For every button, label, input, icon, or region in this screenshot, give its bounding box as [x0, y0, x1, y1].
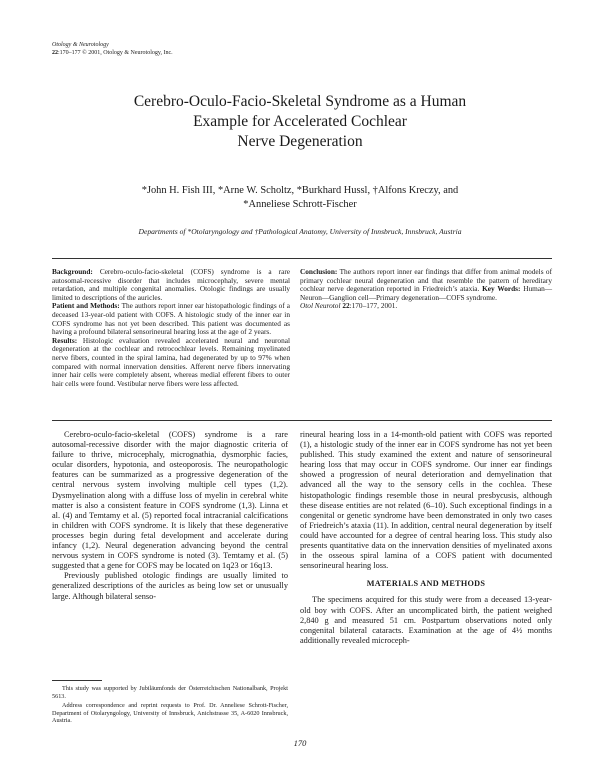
title-line: Cerebro-Oculo-Facio-Skeletal Syndrome as a Human: [133, 93, 467, 110]
footnote-correspondence: Address correspondence and reprint requests to Prof. Dr. Anneliese Schrott-Fischer, Department of Otolaryngology, University of Innsbruck, Anichstrasse 35, A-6020 Innsbruck, Austria.: [52, 702, 288, 725]
article-title: [40, 92, 560, 152]
authors-line: *John H. Fish III, *Arne W. Scholtz, *Burkhard Hussl, †Alfons Kreczy, and: [141, 185, 459, 196]
running-head: [52, 41, 173, 57]
abstract-top-rule: [52, 258, 552, 259]
abstract-background: Background: Cerebro-oculo-facio-skeletal (COFS) syndrome is a rare autosomal-recessive disorder that includes microcephaly, severe mental retardation, and multiple congenital anomalies. Otologic findings are usually limited to descriptions of the auricles.: [52, 267, 291, 302]
body-paragraph: Cerebro-oculo-facio-skeletal (COFS) syndrome is a rare autosomal-recessive disorder with the major diagnostic criteria of failure to thrive, microcephaly, micrognathia, dysmorphic facies, ocular disorders, hypotonia, and osteoporosis. The neuropathologic features can be summarized as a progressive degeneration of the central nervous system involving multiple cell types (1,2). Dysmyelination along with a diffuse loss of myelin in cerebral white matter is also a consistent feature in COFS syndrome (1,3). Linna et al. (4) and Temtamy et al. (5) reported focal intracranial calcifications in children with COFS syndrome. It is likely that these degenerative processes begin during fetal development and accelerate during infancy (1,2). Neural degeneration advancing beyond the central nervous system in COFS syndrome is noted (3). Temtamy et al. (5) suggested that a gene for COFS may be located on 1q23 or 16q13.: [52, 430, 288, 571]
author-list: [40, 184, 560, 212]
abstract-patient-methods: Patient and Methods: The authors report inner ear histopathologic findings of a deceased 13-year-old patient with COFS. A histologic study of the inner ear in COFS syndrome has not yet been described. This patient was documented as having a profound bilateral sensorineural hearing loss at the age of 2 years.: [52, 301, 290, 337]
body-paragraph: rineural hearing loss in a 14-month-old patient with COFS was reported (1), a histologic study of the inner ear in COFS syndrome has not yet been published. This study examined the extent and nature of sensorineural hearing loss that may occur in COFS syndrome. Our inner ear findings showed a progression of neural deterioration and demyelination that advanced all the way to the sensory cells in the cochlea. These histopathologic findings resemble those in neural presbycusis, although these disease entities are not related (6–10). Such exceptional findings in a congenital or genetic syndrome have been demonstrated in only two cases of Friedreich’s ataxia (11). In addition, central neural degeneration by itself could have accounted for a degree of central hearing loss. This study also presents quantitative data on the innervation densities of myelinated axons in the osseous spiral lamina of a COFS patient with documented sensorineural hearing loss.: [300, 430, 552, 571]
abstract-citation: Otol Neurotol 22:170–177, 2001.: [300, 301, 398, 311]
authors-line: *Anneliese Schrott-Fischer: [243, 199, 357, 210]
footnote-rule: [52, 680, 102, 681]
body-left-column: [52, 430, 288, 602]
abstract-left-column: [52, 268, 290, 388]
page-number: 170: [293, 738, 307, 748]
footnotes: [52, 685, 288, 727]
abstract-bottom-rule: [52, 420, 552, 421]
title-line: Nerve Degeneration: [237, 133, 363, 150]
body-right-column: [300, 430, 552, 646]
abstract-right-column: [300, 268, 552, 311]
section-heading: MATERIALS AND METHODS: [366, 579, 486, 589]
abstract-conclusion: Conclusion: The authors report inner ear findings that differ from animal models of primary cochlear neural degeneration and that resemble the pattern of hereditary cochlear nerve degeneration reported in Friedreich’s ataxia. Key Words: Human—Neuron—Ganglion cell—Primary degeneration—COFS syndrome.: [300, 267, 553, 302]
title-line: Example for Accelerated Cochlear: [193, 113, 407, 130]
body-paragraph: The specimens acquired for this study were from a deceased 13-year-old boy with COFS. After an uncomplicated birth, the patient weighed 2,840 g and measured 51 cm. Postpartum observations noted only congenital bilateral cataracts. Examination at the age of 4½ months additionally revealed microceph-: [300, 595, 552, 645]
journal-citation: 22:170–177 © 2001, Otology & Neurotology, Inc.: [52, 50, 173, 56]
affiliation: Departments of *Otolaryngology and †Pathological Anatomy, University of Innsbruck, Innsbruck, Austria: [138, 227, 462, 236]
abstract-results: Results: Histologic evaluation revealed accelerated neural and neuronal degeneration at the cochlear and retrocochlear levels. Remaining myelinated nerve fibers, counted in the spiral lamina, had degenerated by up to 97% when compared with normal innervation densities. Afferent nerve fibers innervating inner hair cells were completely absent, whereas medial efferent fibers to outer hair cells were found. Vestibular nerve fibers were less affected.: [52, 335, 290, 388]
journal-name: Otology & Neurotology: [52, 42, 109, 48]
body-paragraph: Previously published otologic findings are usually limited to generalized descriptions of the auricles as being low set or unusually large. Although bilateral senso-: [52, 571, 288, 601]
footnote-funding: This study was supported by Jubiläumfonds der Österreichischen Nationalbank, Projekt 5613.: [52, 685, 288, 700]
